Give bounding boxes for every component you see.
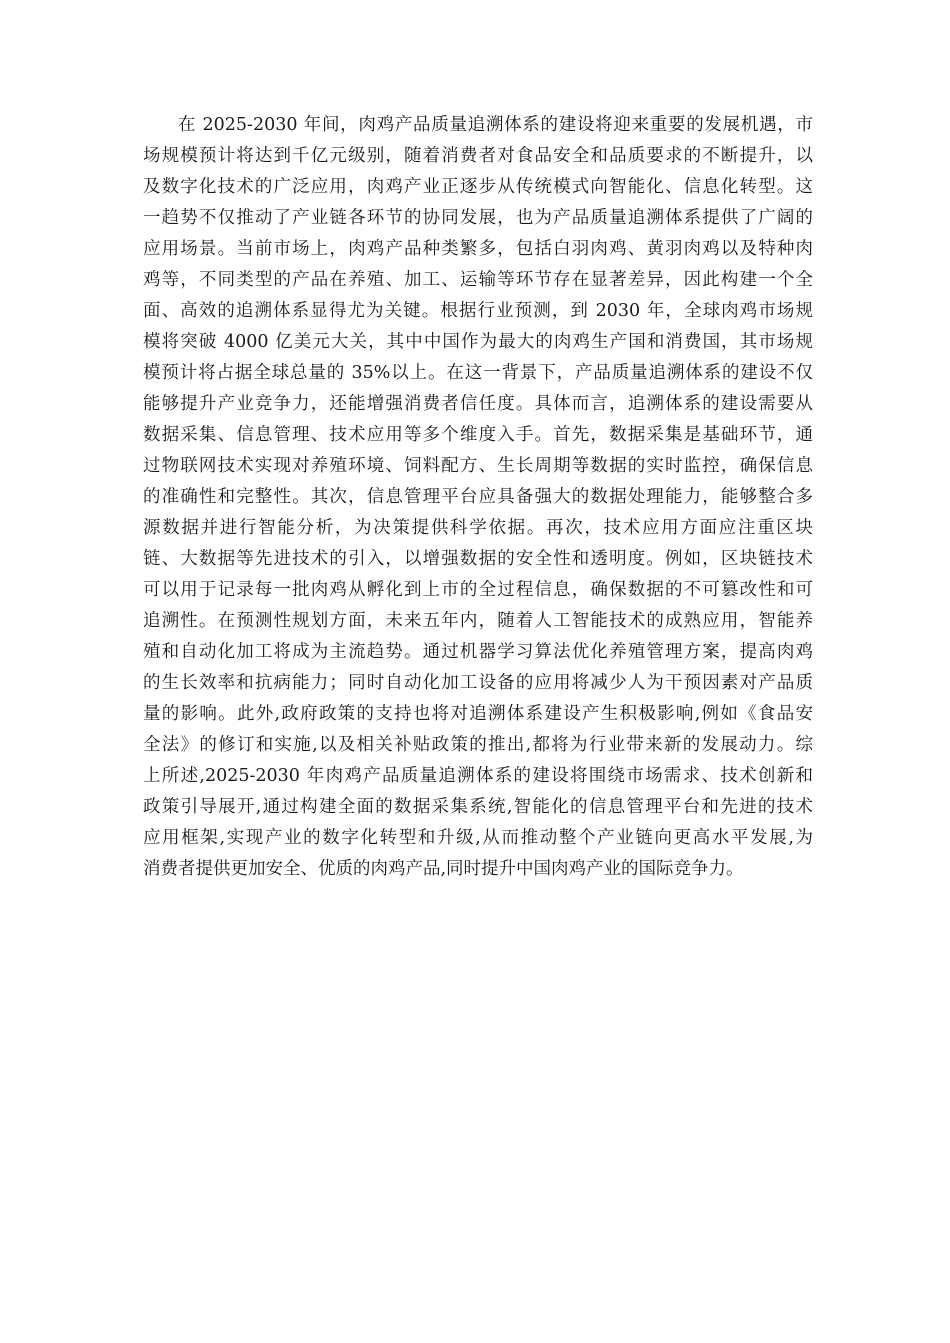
- paragraph-line: 鸡等，不同类型的产品在养殖、加工、运输等环节存在显著差异，因此构建一个全: [143, 270, 813, 290]
- paragraph-line: 应用场景。当前市场上，肉鸡产品种类繁多，包括白羽肉鸡、黄羽肉鸡以及特种肉: [143, 239, 813, 259]
- paragraph-line: 数据采集、信息管理、技术应用等多个维度入手。首先，数据采集是基础环节，通: [143, 425, 813, 445]
- paragraph-line: 面、高效的追溯体系显得尤为关键。根据行业预测，到 2030 年，全球肉鸡市场规: [143, 301, 813, 321]
- paragraph-line: 模预计将占据全球总量的 35%以上。在这一背景下，产品质量追溯体系的建设不仅: [143, 363, 813, 383]
- paragraph-line: 可以用于记录每一批肉鸡从孵化到上市的全过程信息，确保数据的不可篡改性和可: [143, 580, 813, 600]
- paragraph-line: 追溯性。在预测性规划方面，未来五年内，随着人工智能技术的成熟应用，智能养: [143, 611, 813, 631]
- paragraph-line: 的准确性和完整性。其次，信息管理平台应具备强大的数据处理能力，能够整合多: [143, 487, 813, 507]
- paragraph-line: 政策引导展开,通过构建全面的数据采集系统,智能化的信息管理平台和先进的技术: [143, 797, 813, 817]
- paragraph-line: 及数字化技术的广泛应用，肉鸡产业正逐步从传统模式向智能化、信息化转型。这: [143, 177, 813, 197]
- paragraph-line: 能够提升产业竞争力，还能增强消费者信任度。具体而言，追溯体系的建设需要从: [143, 394, 813, 414]
- paragraph-line: 应用框架,实现产业的数字化转型和升级,从而推动整个产业链向更高水平发展,为: [143, 828, 813, 848]
- paragraph-line: 上所述,2025-2030 年肉鸡产品质量追溯体系的建设将围绕市场需求、技术创新和: [143, 766, 813, 786]
- paragraph-line: 场规模预计将达到千亿元级别，随着消费者对食品安全和品质要求的不断提升，以: [143, 146, 813, 166]
- paragraph-line: 源数据并进行智能分析，为决策提供科学依据。再次，技术应用方面应注重区块: [143, 518, 813, 538]
- paragraph-line: 殖和自动化加工将成为主流趋势。通过机器学习算法优化养殖管理方案，提高肉鸡: [143, 642, 813, 662]
- body-paragraph: [143, 110, 813, 885]
- paragraph-line: 量的影响。此外,政府政策的支持也将对追溯体系建设产生积极影响,例如《食品安: [143, 704, 813, 724]
- paragraph-line: 全法》的修订和实施,以及相关补贴政策的推出,都将为行业带来新的发展动力。综: [143, 735, 813, 755]
- paragraph-line: 的生长效率和抗病能力；同时自动化加工设备的应用将减少人为干预因素对产品质: [143, 673, 813, 693]
- paragraph-line: 模将突破 4000 亿美元大关，其中中国作为最大的肉鸡生产国和消费国，其市场规: [143, 332, 813, 352]
- paragraph-line: 链、大数据等先进技术的引入，以增强数据的安全性和透明度。例如，区块链技术: [143, 549, 813, 569]
- paragraph-line: 过物联网技术实现对养殖环境、饲料配方、生长周期等数据的实时监控，确保信息: [143, 456, 813, 476]
- paragraph-line: 消费者提供更加安全、优质的肉鸡产品,同时提升中国肉鸡产业的国际竞争力。: [143, 859, 744, 879]
- paragraph-line: 在 2025-2030 年间，肉鸡产品质量追溯体系的建设将迎来重要的发展机遇，市: [178, 115, 813, 135]
- paragraph-line: 一趋势不仅推动了产业链各环节的协同发展，也为产品质量追溯体系提供了广阔的: [143, 208, 813, 228]
